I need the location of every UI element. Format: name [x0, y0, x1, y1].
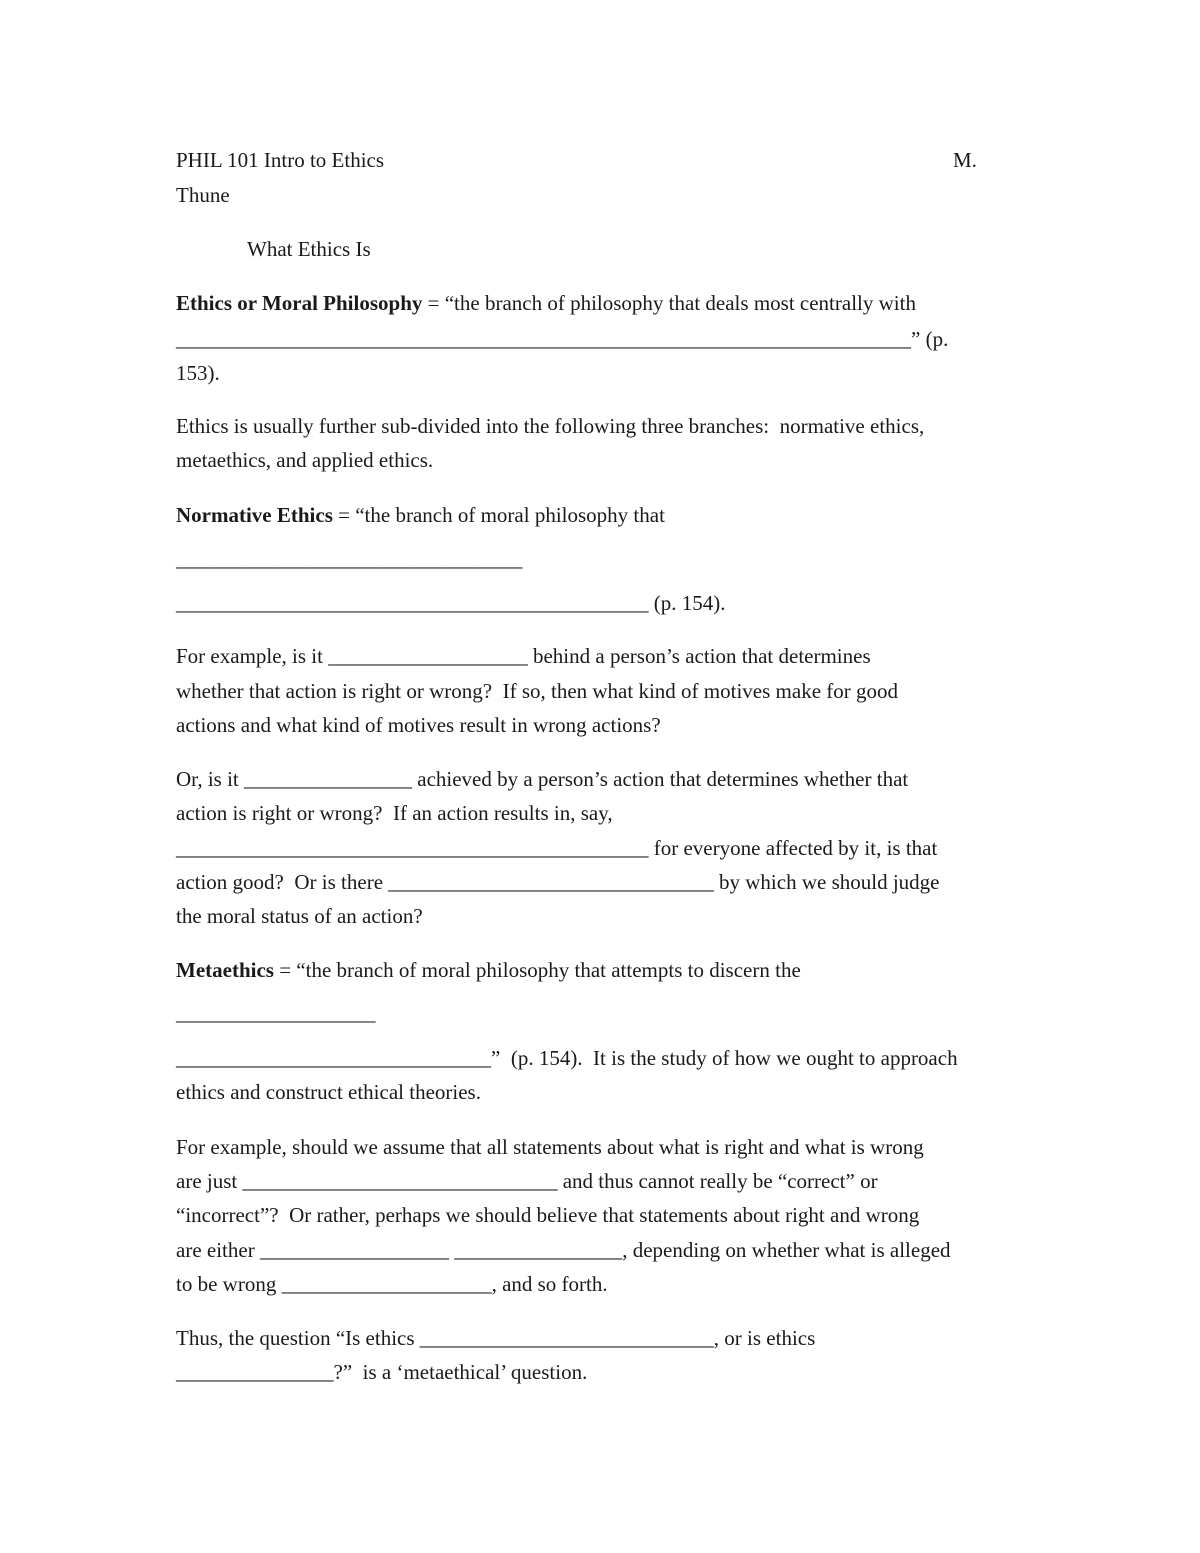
branches-line2: metaethics, and applied ethics.	[176, 448, 434, 472]
metaethical-question-line1: Thus, the question “Is ethics ____________________________, or is ethics	[176, 1326, 816, 1350]
metaethics-example-line3: “incorrect”? Or rather, perhaps we should believe that statements about right and wrong	[176, 1203, 920, 1227]
metaethical-question-line2: _______________?” is a ‘metaethical’ question.	[176, 1360, 588, 1384]
metaethics-definition-line3: ______________________________” (p. 154). It is the study of how we ought to approach	[176, 1046, 958, 1070]
ethics-definition-line2: ______________________________________________________________________” (p.	[176, 327, 949, 351]
normative-example2-line5: the moral status of an action?	[176, 904, 423, 928]
metaethics-example-line2: are just ______________________________ and thus cannot really be “correct” or	[176, 1169, 878, 1193]
ethics-definition-line1	[176, 290, 916, 316]
normative-definition-line1	[176, 502, 665, 528]
normative-example1-line3: actions and what kind of motives result in wrong actions?	[176, 713, 661, 737]
normative-example2-line2: action is right or wrong? If an action results in, say,	[176, 801, 613, 825]
metaethics-definition-line2: ___________________	[176, 1001, 376, 1025]
ethics-term: Ethics or Moral Philosophy	[176, 291, 423, 315]
normative-example2-line1: Or, is it ________________ achieved by a person’s action that determines whether that	[176, 767, 909, 791]
branches-line1: Ethics is usually further sub-divided into the following three branches: normative ethics,	[176, 414, 925, 438]
ethics-definition-text: = “the branch of philosophy that deals most centrally with	[422, 291, 916, 315]
normative-example1-line2: whether that action is right or wrong? If so, then what kind of motives make for good	[176, 679, 898, 703]
metaethics-example-line5: to be wrong ____________________, and so forth.	[176, 1272, 608, 1296]
metaethics-definition-text: = “the branch of moral philosophy that attempts to discern the	[273, 958, 801, 982]
instructor-initial: M.	[953, 148, 977, 172]
document-title: What Ethics Is	[247, 237, 371, 261]
normative-term: Normative Ethics	[176, 503, 333, 527]
normative-example1-line1: For example, is it ___________________ behind a person’s action that determines	[176, 644, 871, 668]
metaethics-example-line1: For example, should we assume that all statements about what is right and what is wrong	[176, 1135, 924, 1159]
normative-definition-line3: _____________________________________________ (p. 154).	[176, 591, 726, 615]
metaethics-definition-line1	[176, 957, 801, 983]
course-title: PHIL 101 Intro to Ethics	[176, 148, 385, 172]
normative-example2-line3: _____________________________________________ for everyone affected by it, is that	[176, 836, 938, 860]
ethics-definition-line3: 153).	[176, 361, 220, 385]
normative-definition-line2: _________________________________	[176, 547, 523, 571]
normative-example2-line4: action good? Or is there _______________________________ by which we should judge	[176, 870, 940, 894]
instructor-last-name: Thune	[176, 183, 230, 207]
metaethics-definition-line4: ethics and construct ethical theories.	[176, 1080, 481, 1104]
metaethics-example-line4: are either __________________ ________________, depending on whether what is alleged	[176, 1238, 951, 1262]
metaethics-term: Metaethics	[176, 958, 274, 982]
normative-definition-text: = “the branch of moral philosophy that	[332, 503, 665, 527]
